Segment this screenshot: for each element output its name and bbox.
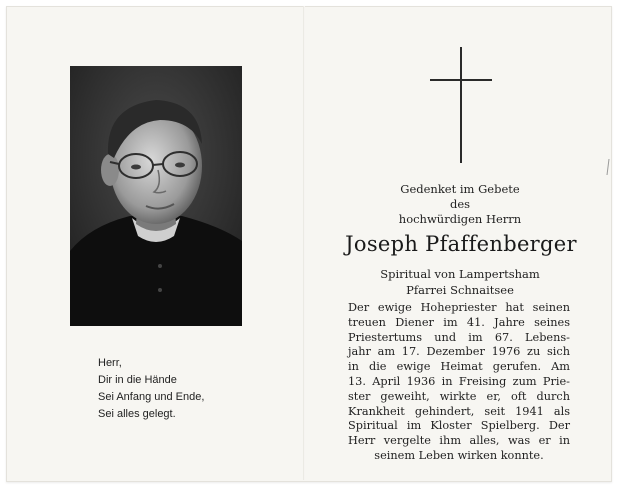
prayer-line: Dir in die Hände [98, 374, 177, 386]
prayer-line: Sei Anfang und Ende, [98, 391, 205, 403]
biography-line: jahr am 17. Dezember 1976 zu sich [348, 345, 570, 359]
biography-line: Krankheit gehindert, seit 1941 als [348, 404, 570, 418]
biography-line: treuen Diener im 41. Jahre seines [348, 315, 570, 329]
biography-line: Der ewige Hohepriester hat seinen [348, 301, 570, 314]
title-line: Pfarrei Schnaitsee [406, 283, 514, 297]
prayer-verse [98, 355, 288, 423]
intro-line: Gedenket im Gebete [400, 182, 520, 196]
deceased-name: Joseph Pfaffenberger [345, 232, 577, 256]
cross-icon [430, 47, 492, 163]
intro-line: des [449, 197, 471, 211]
deceased-title [340, 266, 580, 298]
prayer-line: Herr, [98, 357, 122, 369]
portrait-photo [70, 66, 242, 326]
intro-line: hochwürdigen Herrn [398, 212, 522, 226]
biography-line: ster geweiht, wirkte er, oft durch [348, 389, 570, 403]
biography-line: Spiritual im Kloster Spielberg. Der [348, 419, 570, 433]
biography-line: seinem Leben wirken konnte. [374, 448, 544, 462]
biography-line: 13. April 1936 in Freising zum Prie- [348, 374, 570, 388]
biography-line: Herr vergelte ihm alles, was er in [348, 434, 570, 448]
card-fold [303, 6, 305, 480]
biography-line: Priestertums und im 67. Lebens- [348, 330, 570, 344]
remembrance-intro [340, 182, 580, 227]
prayer-line: Sei alles gelegt. [98, 408, 176, 420]
biography-text [348, 301, 570, 464]
edge-mark [606, 158, 610, 176]
biography-line: in die ewige Heimat gerufen. Am [348, 360, 570, 374]
title-line: Spiritual von Lampertsham [380, 267, 540, 281]
